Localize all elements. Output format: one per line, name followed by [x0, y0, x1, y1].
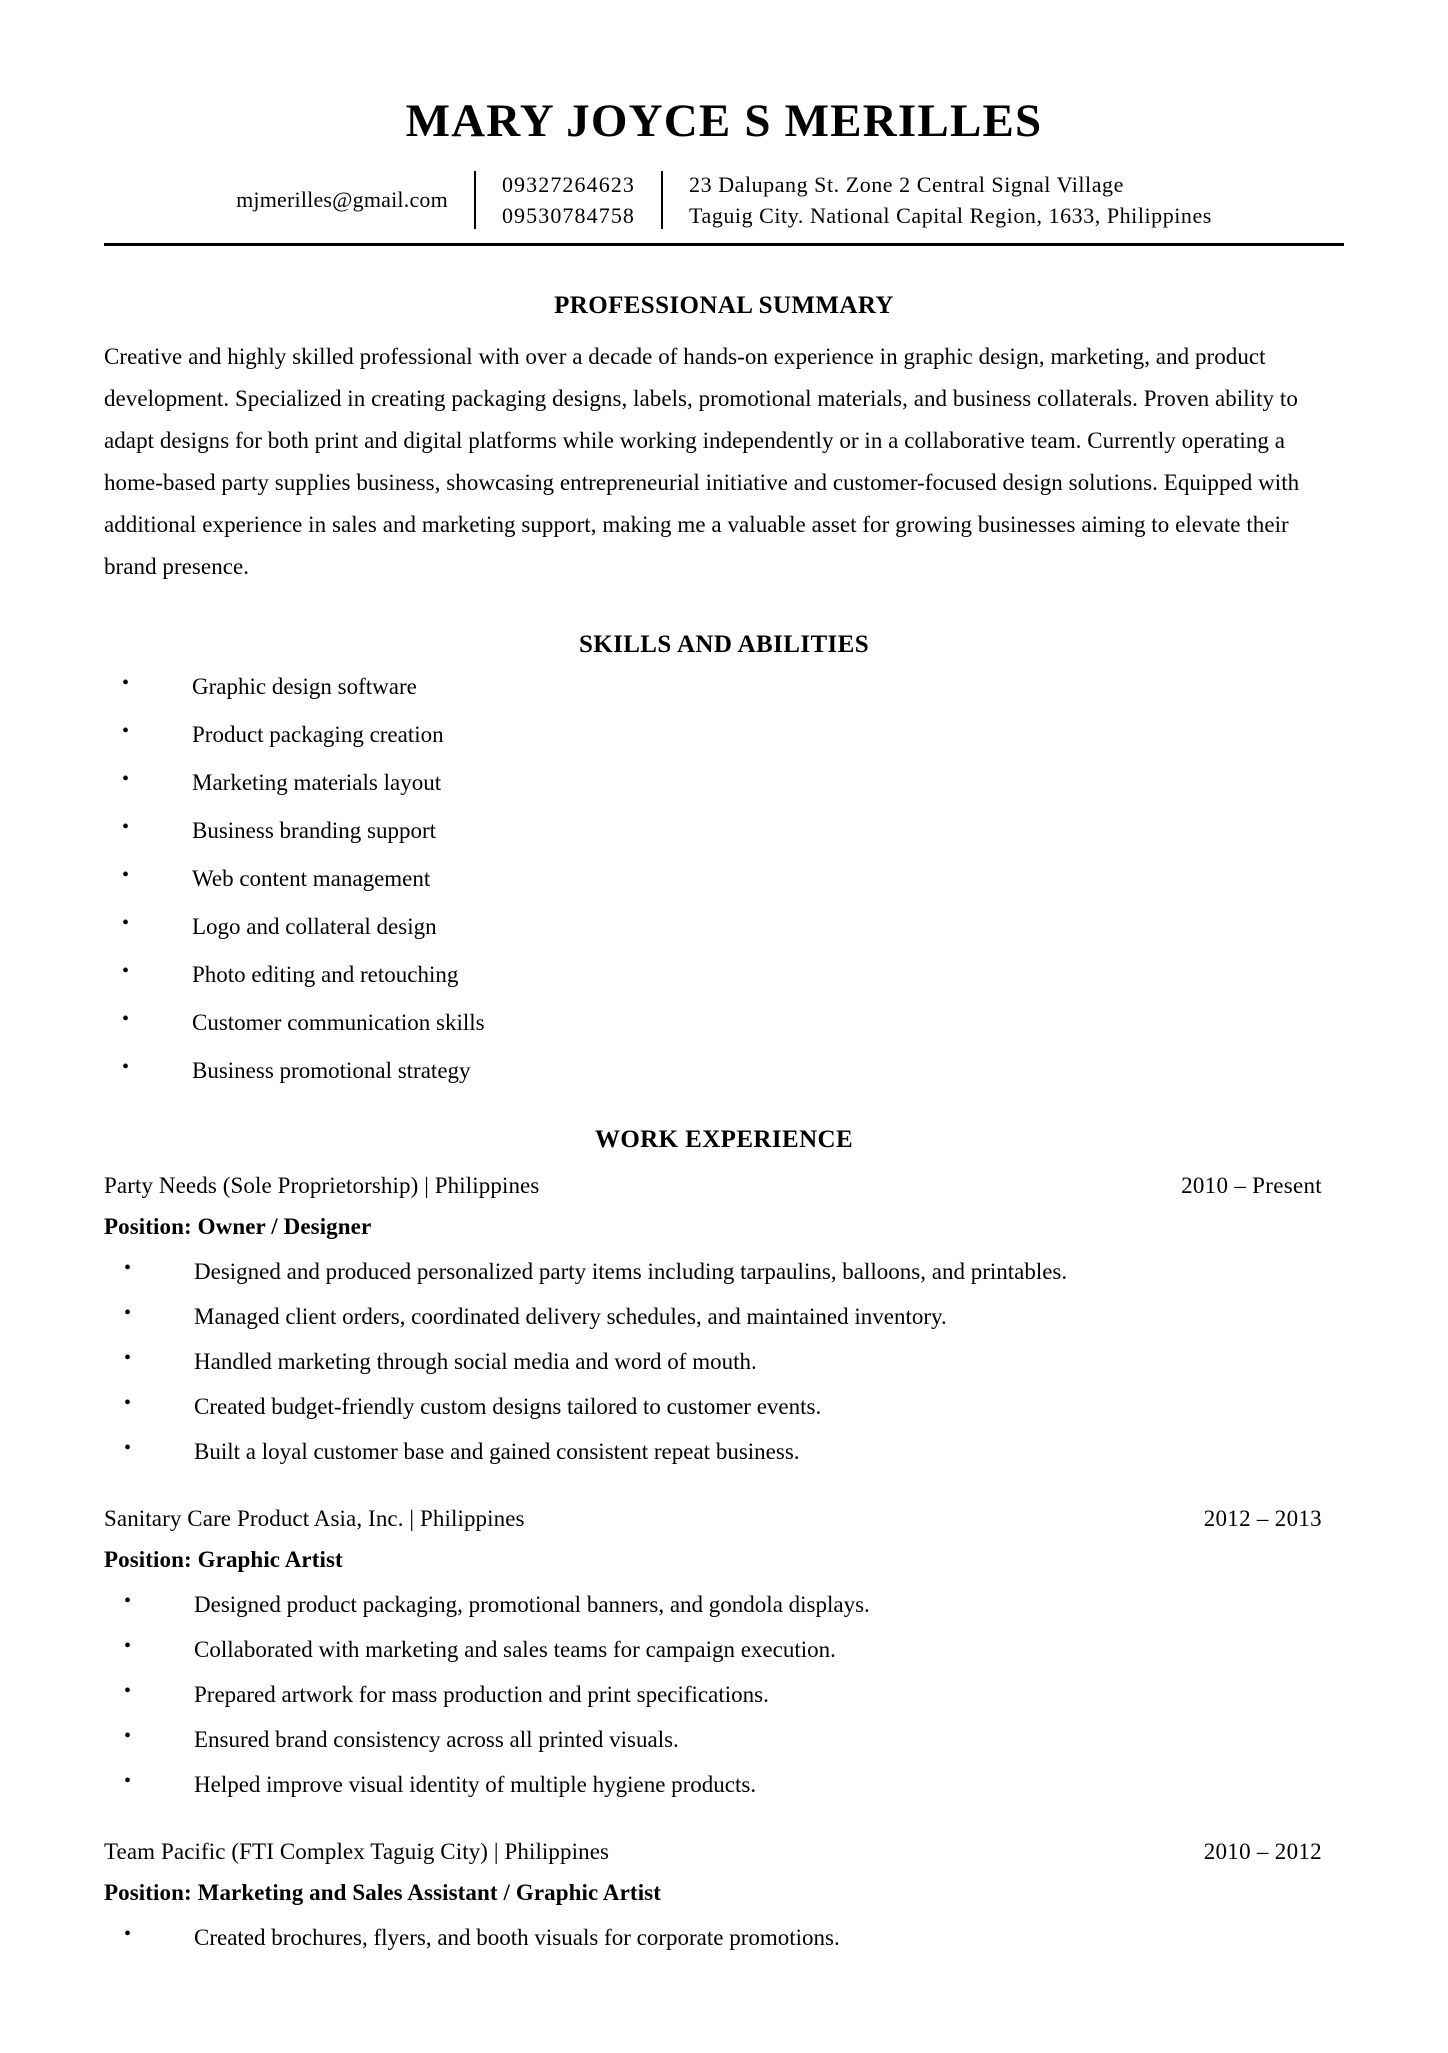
skills-list — [104, 675, 1344, 1082]
list-item: • Product packaging creation — [104, 723, 1344, 746]
contact-address — [663, 169, 1212, 231]
job-bullet-list — [104, 1926, 1344, 1949]
list-item: • Designed product packaging, promotional banners, and gondola displays. — [104, 1593, 1344, 1616]
list-item: • Helped improve visual identity of multiple hygiene products. — [104, 1773, 1344, 1796]
list-item: • Handled marketing through social media and word of mouth. — [104, 1350, 1344, 1373]
list-item: • Logo and collateral design — [104, 915, 1344, 938]
list-item: • Graphic design software — [104, 675, 1344, 698]
summary-paragraph: Creative and highly skilled professional with over a decade of hands-on experience in graphic design, marketing, and product development. Specialized in creating packaging designs, labels, promotional materials, and business collaterals. Proven ability to adapt designs for both print and digital platforms while working independently or in a collaborative team. Currently operating a home-based party supplies business, showcasing entrepreneurial initiative and customer-focused design solutions. Equipped with additional experience in sales and marketing support, making me a valuable asset for growing businesses aiming to elevate their brand presence. — [104, 344, 1300, 579]
list-item: • Business promotional strategy — [104, 1059, 1344, 1082]
professional-summary-section — [104, 292, 1344, 587]
job-position: Position: Owner / Designer — [104, 1214, 372, 1240]
job-entry — [104, 1170, 1344, 1463]
job-entry — [104, 1836, 1344, 1949]
job-company: Party Needs (Sole Proprietorship) | Philippines — [104, 1173, 540, 1199]
list-item: • Created budget-friendly custom designs tailored to customer events. — [104, 1395, 1344, 1418]
list-item: • Marketing materials layout — [104, 771, 1344, 794]
list-item: • Prepared artwork for mass production and print specifications. — [104, 1683, 1344, 1706]
contact-phones — [476, 169, 661, 231]
job-dates: 2010 – 2012 — [1203, 1839, 1322, 1865]
list-item: • Designed and produced personalized party items including tarpaulins, balloons, and printables. — [104, 1260, 1344, 1283]
section-heading-experience: WORK EXPERIENCE — [594, 1126, 854, 1154]
work-experience-section — [104, 1126, 1344, 1949]
job-header — [104, 1503, 1344, 1534]
list-item: • Built a loyal customer base and gained consistent repeat business. — [104, 1440, 1344, 1463]
list-item: • Collaborated with marketing and sales teams for campaign execution. — [104, 1638, 1344, 1661]
job-entry — [104, 1503, 1344, 1796]
list-item: • Web content management — [104, 867, 1344, 890]
address-line-2: Taguig City. National Capital Region, 1633, Philippines — [689, 202, 1212, 228]
job-dates: 2010 – Present — [1181, 1173, 1322, 1199]
address-line-1: 23 Dalupang St. Zone 2 Central Signal Village — [689, 171, 1124, 197]
job-header — [104, 1836, 1344, 1867]
candidate-name: MARY JOYCE S MERILLES — [405, 95, 1043, 147]
list-item: • Managed client orders, coordinated delivery schedules, and maintained inventory. — [104, 1305, 1344, 1328]
job-position: Position: Marketing and Sales Assistant / Graphic Artist — [104, 1880, 661, 1906]
contact-phone-primary[interactable]: 09327264623 — [501, 171, 636, 197]
skills-section — [104, 631, 1344, 1082]
resume-header — [104, 96, 1344, 246]
contact-email[interactable]: mjmerilles@gmail.com — [236, 187, 448, 213]
job-company: Sanitary Care Product Asia, Inc. | Philippines — [104, 1506, 525, 1532]
job-company: Team Pacific (FTI Complex Taguig City) | Philippines — [104, 1839, 610, 1865]
list-item: • Created brochures, flyers, and booth visuals for corporate promotions. — [104, 1926, 1344, 1949]
section-heading-skills: SKILLS AND ABILITIES — [578, 631, 870, 659]
header-rule — [104, 243, 1344, 246]
contact-phone-secondary[interactable]: 09530784758 — [501, 202, 636, 228]
job-dates: 2012 – 2013 — [1203, 1506, 1322, 1532]
list-item: • Customer communication skills — [104, 1011, 1344, 1034]
job-bullet-list — [104, 1260, 1344, 1463]
job-bullet-list — [104, 1593, 1344, 1796]
list-item: • Business branding support — [104, 819, 1344, 842]
job-header — [104, 1170, 1344, 1201]
list-item: • Photo editing and retouching — [104, 963, 1344, 986]
job-position: Position: Graphic Artist — [104, 1547, 343, 1573]
section-heading-summary: PROFESSIONAL SUMMARY — [554, 292, 894, 320]
contact-info-row — [104, 169, 1344, 243]
list-item: • Ensured brand consistency across all printed visuals. — [104, 1728, 1344, 1751]
